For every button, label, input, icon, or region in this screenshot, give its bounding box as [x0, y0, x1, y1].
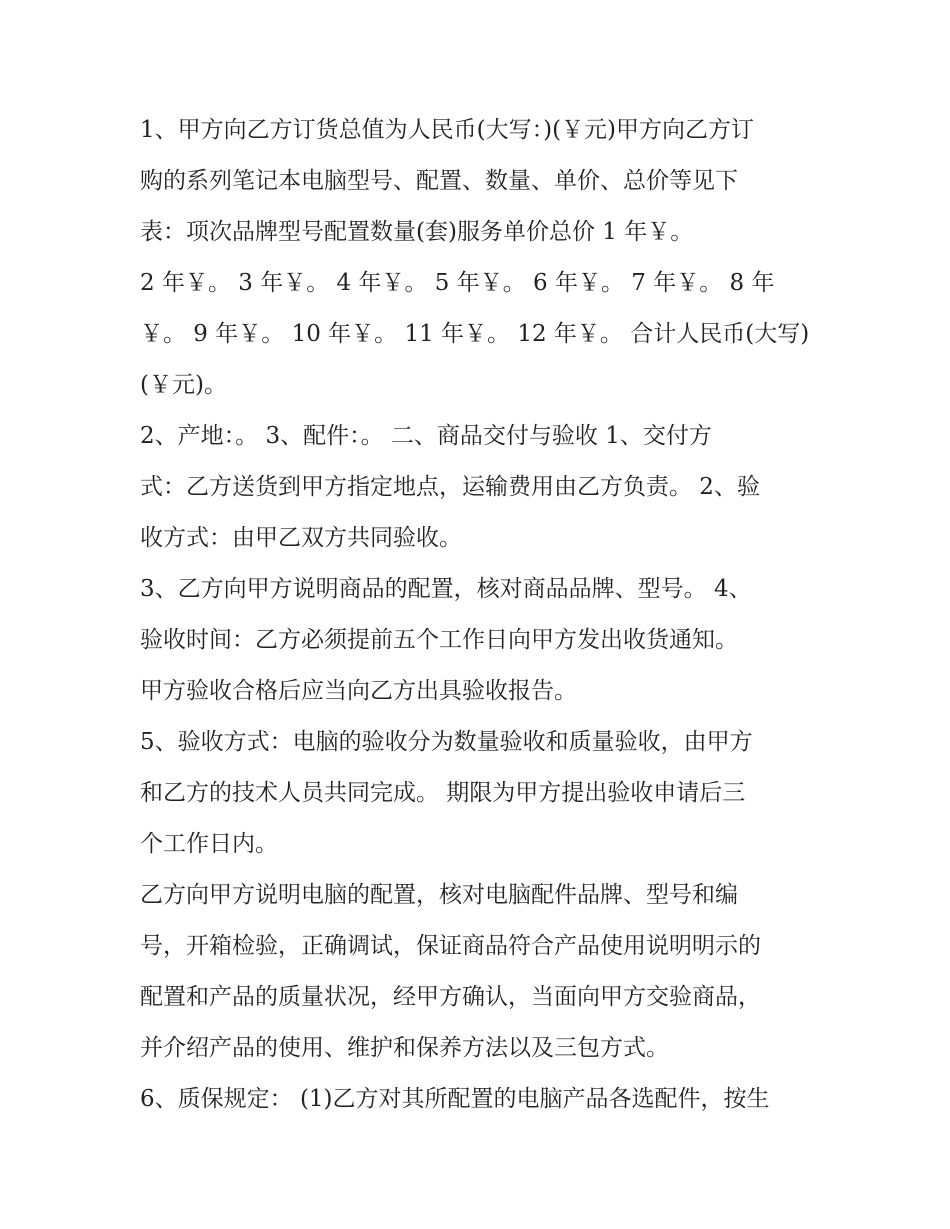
text-line: 1、甲方向乙方订货总值为人民币(大写：)(￥元)甲方向乙方订 — [140, 117, 755, 143]
text-line: 表：项次品牌型号配置数量(套)服务单价总价 1 年￥。 — [140, 219, 694, 245]
text-line: 6、质保规定： (1)乙方对其所配置的电脑产品各选配件，按生 — [140, 1086, 770, 1112]
text-line: 2 年￥。 3 年￥。 4 年￥。 5 年￥。 6 年￥。 7 年￥。 8 年 — [140, 270, 775, 296]
text-line: 式：乙方送货到甲方指定地点，运输费用由乙方负责。 2、验 — [140, 474, 760, 500]
document-body — [140, 105, 820, 1125]
text-line: 乙方向甲方说明电脑的配置，核对电脑配件品牌、型号和编 — [140, 882, 738, 908]
text-line: ￥。 9 年￥。 10 年￥。 11 年￥。 12 年￥。 合计人民币(大写) — [140, 321, 810, 347]
text-line: 购的系列笔记本电脑型号、配置、数量、单价、总价等见下 — [140, 168, 738, 194]
text-line: 配置和产品的质量状况，经甲方确认，当面向甲方交验商品， — [140, 984, 761, 1010]
text-line: 并介绍产品的使用、维护和保养方法以及三包方式。 — [140, 1035, 669, 1061]
text-line: 5、验收方式：电脑的验收分为数量验收和质量验收，由甲方 — [140, 729, 753, 755]
text-line: 甲方验收合格后应当向乙方出具验收报告。 — [140, 678, 577, 704]
text-line: (￥元)。 — [140, 372, 227, 398]
text-line: 验收时间：乙方必须提前五个工作日向甲方发出收货通知。 — [140, 627, 738, 653]
text-line: 2、产地：。 3、配件：。 二、商品交付与验收 1、交付方 — [140, 423, 712, 449]
text-line: 号，开箱检验，正确调试，保证商品符合产品使用说明明示的 — [140, 933, 761, 959]
text-line: 和乙方的技术人员共同完成。 期限为甲方提出验收申请后三 — [140, 780, 746, 806]
text-line: 个工作日内。 — [140, 831, 278, 857]
text-line: 3、乙方向甲方说明商品的配置，核对商品品牌、型号。 4、 — [140, 576, 752, 602]
text-line: 收方式：由甲乙双方共同验收。 — [140, 525, 462, 551]
